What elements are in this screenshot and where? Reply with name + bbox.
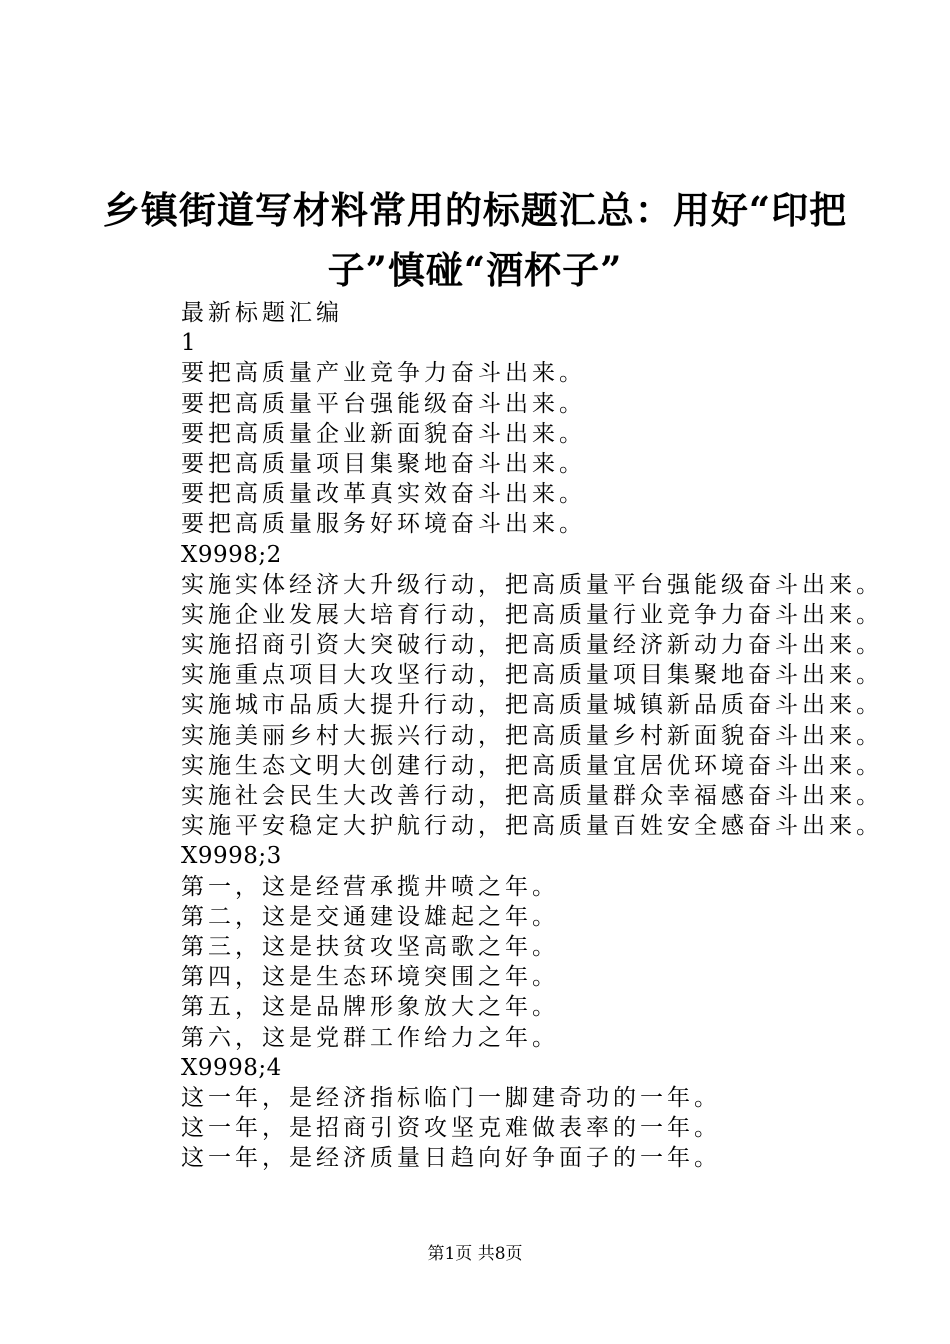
text-line: 要把高质量企业新面貌奋斗出来。	[181, 420, 586, 447]
title-line-2: 子”慎碰“酒杯子”	[327, 248, 623, 292]
text-line: 第三，这是扶贫攻坚高歌之年。	[181, 933, 559, 960]
text-line: 实施社会民生大改善行动，把高质量群众幸福感奋斗出来。	[181, 783, 883, 809]
section-number: X9998;3	[181, 843, 282, 870]
text-line: 第五，这是品牌形象放大之年。	[181, 994, 559, 1021]
text-line: 要把高质量项目集聚地奋斗出来。	[181, 450, 586, 477]
document-body	[181, 298, 881, 1173]
section-heading: 最新标题汇编	[181, 300, 343, 326]
text-line: 要把高质量服务好环境奋斗出来。	[181, 511, 586, 538]
title-line-1: 乡镇街道写材料常用的标题汇总：用好“印把	[102, 188, 848, 232]
text-line: 这一年，是经济质量日趋向好争面子的一年。	[181, 1145, 721, 1172]
text-line: 第二，这是交通建设雄起之年。	[181, 903, 559, 930]
text-line: 实施城市品质大提升行动，把高质量城镇新品质奋斗出来。	[181, 692, 883, 719]
text-line: 要把高质量平台强能级奋斗出来。	[181, 390, 586, 417]
section-number: 1	[181, 330, 197, 357]
text-line: 实施实体经济大升级行动，把高质量平台强能级奋斗出来。	[181, 571, 883, 598]
text-line: 这一年，是招商引资攻坚克难做表率的一年。	[181, 1115, 721, 1142]
document-title	[60, 180, 890, 300]
text-line: 实施招商引资大突破行动，把高质量经济新动力奋斗出来。	[181, 632, 883, 659]
section-number: X9998;4	[181, 1054, 282, 1081]
text-line: 实施美丽乡村大振兴行动，把高质量乡村新面貌奋斗出来。	[181, 722, 883, 749]
text-line: 实施企业发展大培育行动，把高质量行业竞争力奋斗出来。	[181, 601, 883, 628]
text-line: 第六，这是党群工作给力之年。	[181, 1024, 559, 1051]
text-line: 实施生态文明大创建行动，把高质量宜居优环境奋斗出来。	[181, 752, 883, 779]
text-line: 第四，这是生态环境突围之年。	[181, 964, 559, 991]
text-line: 第一，这是经营承揽井喷之年。	[181, 873, 559, 900]
text-line: 实施平安稳定大护航行动，把高质量百姓安全感奋斗出来。	[181, 813, 883, 840]
section-number: X9998;2	[181, 541, 282, 568]
text-line: 要把高质量改革真实效奋斗出来。	[181, 481, 586, 508]
text-line: 要把高质量产业竞争力奋斗出来。	[181, 360, 586, 387]
text-line: 实施重点项目大攻坚行动，把高质量项目集聚地奋斗出来。	[181, 662, 883, 689]
page-footer: 第1页 共8页	[427, 1244, 523, 1264]
text-line: 这一年，是经济指标临门一脚建奇功的一年。	[181, 1084, 721, 1111]
